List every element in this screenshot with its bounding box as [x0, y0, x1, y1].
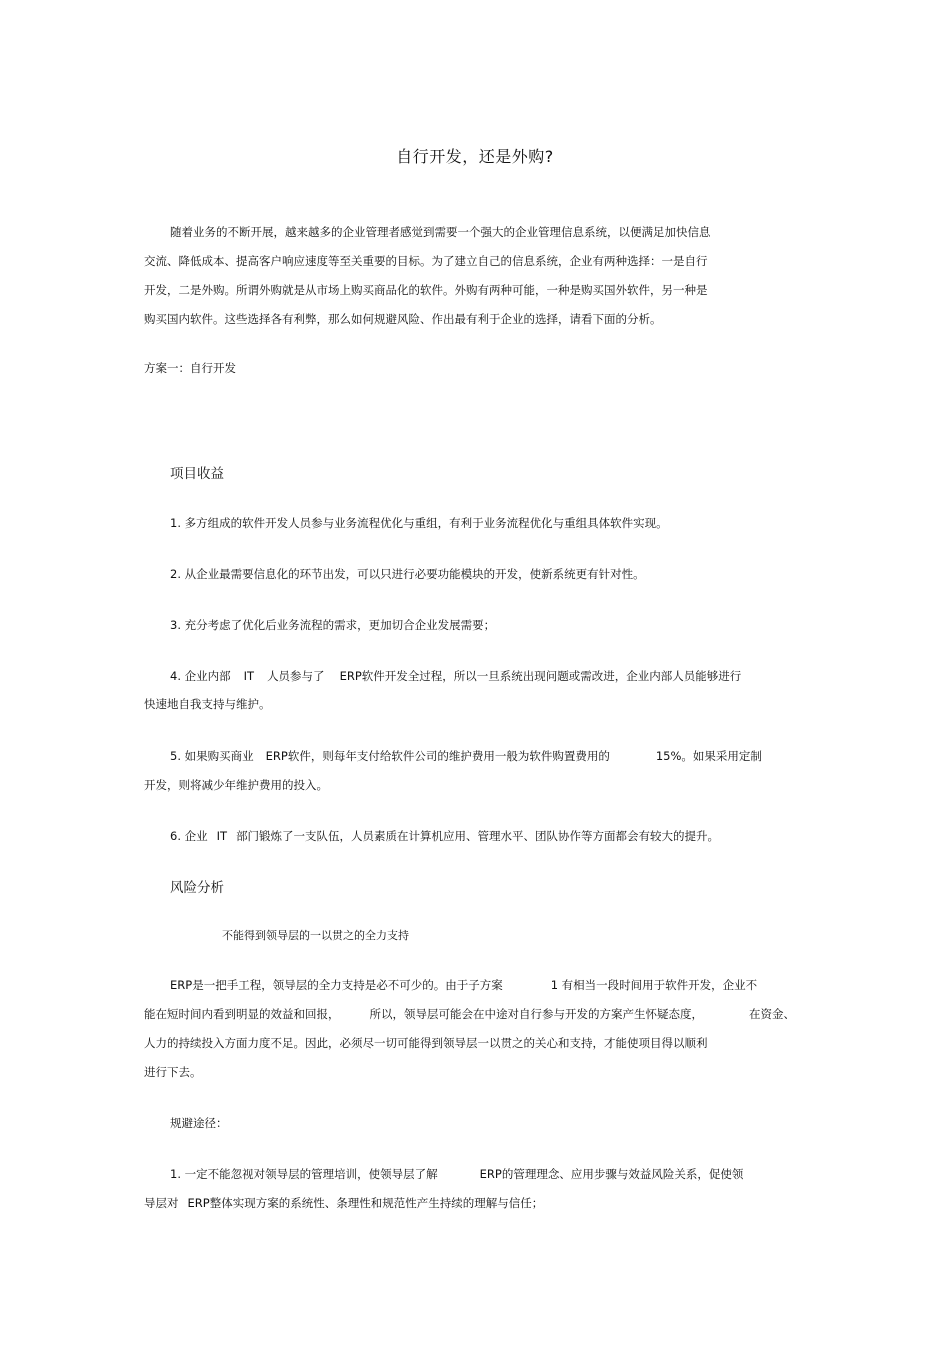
risk-p2-text-b: 所以，领导层可能会在中途对自行参与开发的方案产生怀疑态度，: [369, 1007, 703, 1021]
risk-paragraph-line-1: [170, 971, 757, 1000]
benefits-heading: 项目收益: [170, 466, 224, 482]
avoid-item-1: [170, 1160, 743, 1189]
intro-line-3: 开发，二是外购。所谓外购就是从市场上购买商品化的软件。外购有两种可能，一种是购买国外软件，另一种是: [144, 283, 708, 297]
benefit-item-2: 2. 从企业最需要信息化的环节出发，可以只进行必要功能模块的开发，使新系统更有针对性。: [170, 567, 645, 581]
risk-paragraph-line-2: [144, 1000, 795, 1029]
benefit-5-text-c: 15%。如果采用定制: [655, 749, 762, 763]
benefit-4-text-c: 人员参与了: [267, 669, 325, 683]
risk-p2-text-a: 能在短时间内看到明显的效益和回报，: [144, 1007, 340, 1021]
risk-subheading: 不能得到领导层的一以贯之的全力支持: [222, 929, 409, 942]
benefit-item-5-continuation: 开发，则将减少年维护费用的投入。: [144, 778, 328, 792]
avoid-label: 规避途径：: [170, 1116, 228, 1130]
avoid-1-text-b: ERP的管理理念、应用步骤与效益风险关系，促使领: [479, 1167, 744, 1181]
benefit-6-text-b: IT: [216, 829, 228, 843]
benefit-item-5: [170, 742, 762, 771]
benefit-4-text-a: 4. 企业内部: [170, 669, 231, 683]
benefit-6-text-c: 部门锻炼了一支队伍，人员素质在计算机应用、管理水平、团队协作等方面都会有较大的提升。: [236, 829, 720, 843]
benefit-item-6: [170, 822, 719, 851]
benefit-5-text-a: 5. 如果购买商业: [170, 749, 254, 763]
intro-line-2: 交流、降低成本、提高客户响应速度等至关重要的目标。为了建立自己的信息系统，企业有两种选择：一是自行: [144, 254, 708, 268]
benefit-item-1: 1. 多方组成的软件开发人员参与业务流程优化与重组，有利于业务流程优化与重组具体软件实现。: [170, 516, 668, 530]
risk-p2-text-c: 在资金、: [749, 1007, 795, 1021]
risk-p1-text-a: ERP是一把手工程，领导层的全力支持是必不可少的。由于子方案: [170, 978, 503, 992]
intro-line-4: 购买国内软件。这些选择各有利弊，那么如何规避风险、作出最有利于企业的选择，请看下面的分析。: [144, 312, 662, 326]
avoid-1-line2-text-a: 导层对: [144, 1196, 179, 1210]
benefit-4-text-d: ERP软件开发全过程，所以一旦系统出现问题或需改进，企业内部人员能够进行: [339, 669, 742, 683]
intro-line-1: 随着业务的不断开展，越来越多的企业管理者感觉到需要一个强大的企业管理信息系统，以便满足加快信息: [170, 225, 711, 239]
benefit-item-3: 3. 充分考虑了优化后业务流程的需求，更加切合企业发展需要；: [170, 618, 496, 632]
risk-paragraph-line-3: 人力的持续投入方面力度不足。因此，必须尽一切可能得到领导层一以贯之的关心和支持，才能使项目得以顺利: [144, 1036, 708, 1050]
risk-heading: 风险分析: [170, 880, 224, 896]
avoid-item-1-continuation: [144, 1189, 543, 1218]
benefit-item-4-continuation: 快速地自我支持与维护。: [144, 697, 271, 711]
benefit-4-text-b: IT: [243, 669, 255, 683]
document-title: 自行开发，还是外购?: [396, 147, 554, 166]
benefit-6-text-a: 6. 企业: [170, 829, 208, 843]
risk-paragraph-line-4: 进行下去。: [144, 1065, 202, 1079]
avoid-1-text-a: 1. 一定不能忽视对领导层的管理培训，使领导层了解: [170, 1167, 438, 1181]
plan-label: 方案一：自行开发: [144, 361, 236, 375]
intro-paragraph: [144, 218, 711, 334]
risk-p1-text-b: 1 有相当一段时间用于软件开发，企业不: [550, 978, 758, 992]
avoid-1-line2-text-b: ERP整体实现方案的系统性、条理性和规范性产生持续的理解与信任；: [187, 1196, 544, 1210]
benefit-5-text-b: ERP软件，则每年支付给软件公司的维护费用一般为软件购置费用的: [265, 749, 610, 763]
benefit-item-4: [170, 662, 741, 691]
